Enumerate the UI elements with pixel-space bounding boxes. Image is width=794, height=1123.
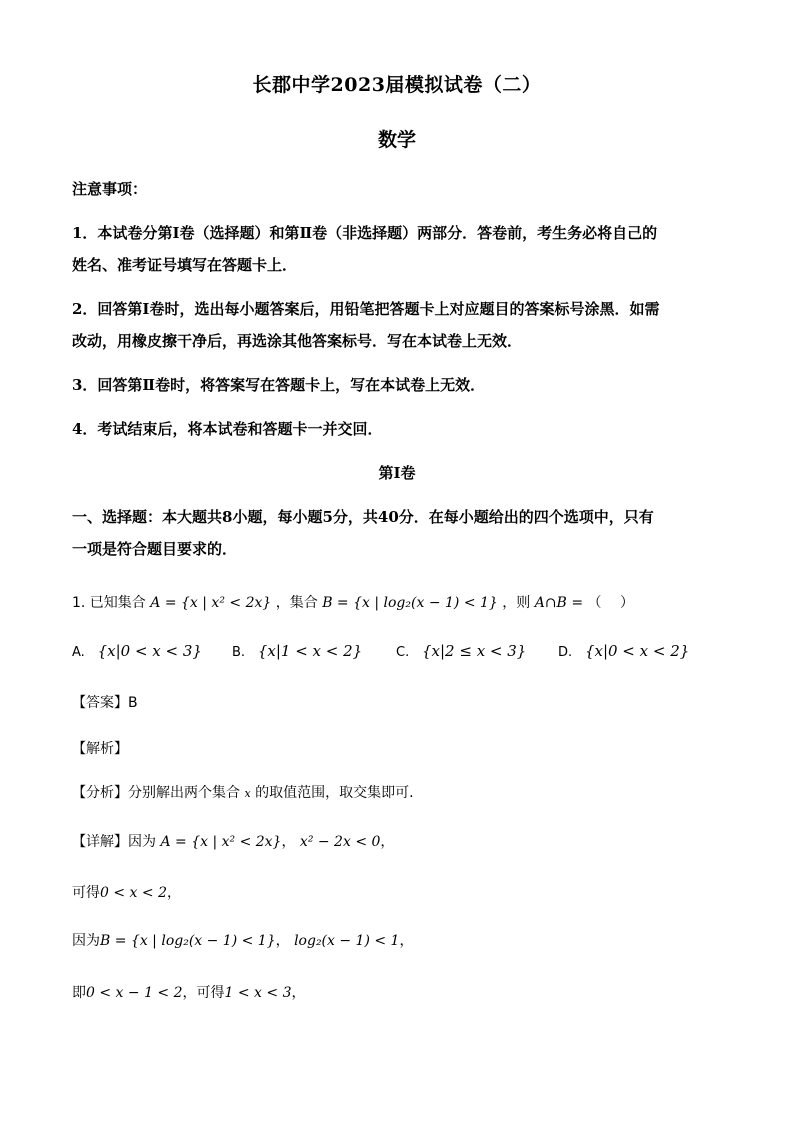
fenxi-text-1: 分别解出两个集合 [128,785,240,801]
exam-title: 长郡中学2023届模拟试卷（二） [252,74,542,96]
option-d[interactable] [558,642,689,660]
result-2-comma: ， [291,985,306,1001]
section-heading-line-2: 一项是符合题目要求的． [72,540,238,558]
option-c[interactable] [396,642,526,660]
answer-tag: 【答案】 [72,695,128,711]
result-2-ineq: 0 < x − 1 < 2 [86,985,183,1001]
question-1-tail: ，则 [502,595,531,611]
notice-item-4: 4．考试结束后，将本试卷和答题卡一并交回． [72,420,383,438]
option-a[interactable] [72,642,202,660]
question-1-set-b: B = {x | log₂(x − 1) < 1} [322,595,498,611]
detail-set-a: A = {x | x² < 2x} [160,834,282,850]
result-line-1 [72,882,181,902]
detail-text-1: 因为 [128,834,156,850]
fenxi-var: x [244,787,251,800]
option-a-text: {x|0 < x < 3} [97,642,202,660]
option-d-label: D. [558,645,573,660]
option-c-label: C. [396,645,410,660]
option-d-text: {x|0 < x < 2} [584,642,690,660]
question-1-stem [72,592,634,612]
detail-comma-2: ， [380,834,395,850]
detail-ineq-1: x² − 2x < 0 [299,834,381,850]
answer-line [72,692,138,712]
question-1-mid: ，集合 [275,595,318,611]
because-2-comma: ， [275,933,290,949]
detail-line [72,831,394,851]
result-1-comma: ， [166,885,181,901]
result-2-get: ，可得 [182,985,225,1001]
question-1-set-a: A = {x | x² < 2x} [150,595,272,611]
fenxi-tag: 【分析】 [72,785,128,801]
because-2-comma-2: ， [399,933,414,949]
detail-tag: 【详解】 [72,834,128,850]
result-1-prefix: 可得 [72,885,100,901]
option-b[interactable] [232,642,362,660]
notice-item-2-line-1: 2．回答第Ⅰ卷时，选出每小题答案后，用铅笔把答题卡上对应题目的答案标号涂黑．如需 [72,300,660,318]
option-a-label: A. [72,645,85,660]
fenxi-line [72,782,414,802]
option-c-text: {x|2 ≤ x < 3} [422,642,527,660]
result-line-2 [72,982,306,1002]
option-b-label: B. [232,645,246,660]
notice-item-2-line-2: 改动，用橡皮擦干净后，再选涂其他答案标号．写在本试卷上无效． [72,332,523,350]
question-1-ask: A∩B [534,595,567,611]
result-1-value: 0 < x < 2 [100,885,167,901]
question-1-prefix: 1. 已知集合 [72,595,146,611]
detail-comma-1: ， [281,834,296,850]
fenxi-text-2: 的取值范围，取交集即可. [255,785,414,801]
section-heading-line-1: 一、选择题：本大题共8小题，每小题5分，共40分．在每小题给出的四个选项中，只有 [72,508,654,526]
because-2-prefix: 因为 [72,933,100,949]
because-line-2 [72,930,413,950]
result-2-value: 1 < x < 3 [224,985,292,1001]
option-b-text: {x|1 < x < 2} [257,642,363,660]
notice-heading: 注意事项： [72,180,148,198]
part-title: 第Ⅰ卷 [378,464,416,482]
subject-title: 数学 [377,129,416,151]
answer-value: B [128,695,138,711]
notice-item-1-line-2: 姓名、准考证号填写在答题卡上． [72,256,298,274]
result-2-prefix: 即 [72,985,86,1001]
notice-item-3: 3．回答第Ⅱ卷时，将答案写在答题卡上，写在本试卷上无效． [72,376,486,394]
notice-item-1-line-1: 1．本试卷分第Ⅰ卷（选择题）和第Ⅱ卷（非选择题）两部分．答卷前，考生务必将自己的 [72,224,658,242]
because-2-ineq: log₂(x − 1) < 1 [294,933,400,949]
question-1-paren: = （ ） [571,595,634,611]
because-2-set-b: B = {x | log₂(x − 1) < 1} [100,933,276,949]
analysis-tag: 【解析】 [72,741,128,757]
